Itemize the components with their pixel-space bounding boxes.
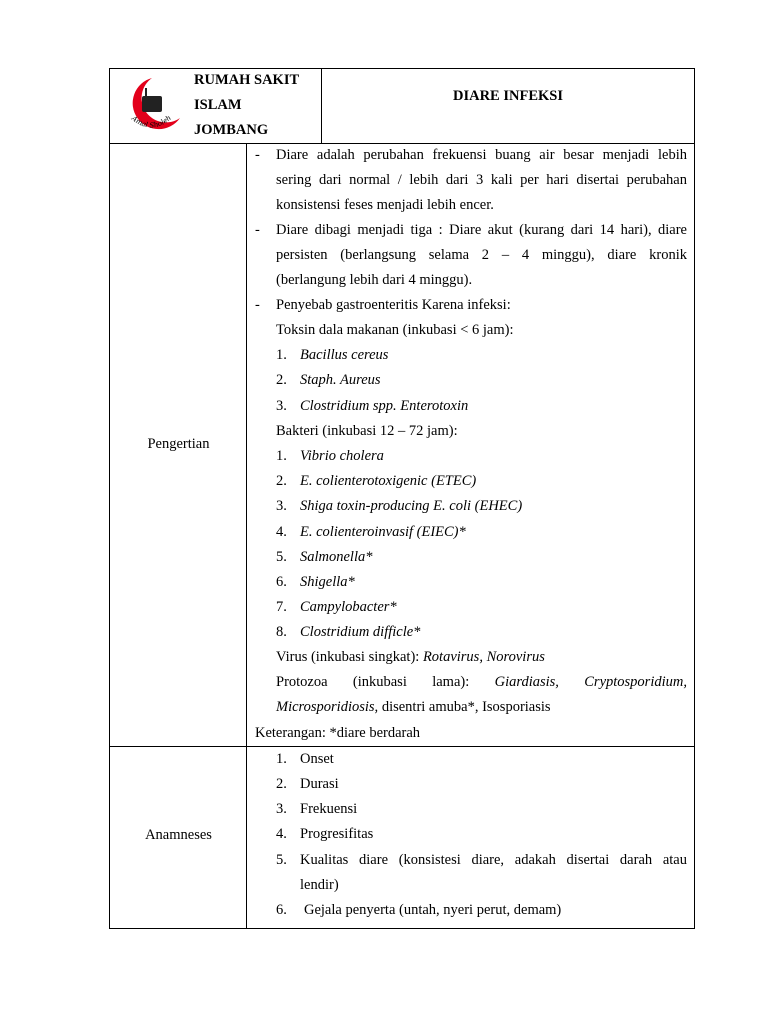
list-item: [300, 852, 687, 869]
crescent-moon-logo-icon: [112, 74, 192, 132]
list-item-text: Shiga toxin-producing E. coli (EHEC): [300, 498, 523, 514]
protozoa-word: (inkubasi: [352, 674, 407, 690]
paragraph-line: [276, 172, 687, 189]
list-number: 2.: [276, 776, 287, 792]
list-number: 3.: [276, 498, 287, 514]
list-number: 6.: [276, 902, 287, 918]
list-item: [300, 549, 373, 566]
toxin-heading: Toksin dala makanan (inkubasi < 6 jam):: [276, 322, 514, 338]
paragraph-line: [276, 247, 687, 264]
list-number: 1.: [276, 751, 287, 767]
list-item: [300, 574, 355, 591]
logo-arc-text: Amal Sholeh: [130, 113, 173, 130]
protozoa-rest: disentri amuba*, Isosporiasis: [378, 699, 551, 715]
text-line: konsistensi feses menjadi lebih encer.: [276, 197, 494, 213]
list-item-text: Vibrio cholera: [300, 448, 384, 464]
protozoa-word: Protozoa: [276, 674, 328, 690]
list-item: [300, 624, 420, 641]
text-line: Diare dibagi menjadi tiga : Diare akut (kurang dari 14 hari), diare: [276, 222, 687, 238]
protozoa-italic: Microsporidiosis,: [276, 699, 379, 715]
list-number: 1.: [276, 448, 287, 464]
list-item-text: Kualitas diare (konsistesi diare, adakah disertai darah atau: [300, 852, 687, 868]
list-item: Onset: [300, 751, 334, 767]
list-number: 3.: [276, 398, 287, 414]
text-line: Penyebab gastroenteritis Karena infeksi:: [276, 297, 511, 313]
list-item: Durasi: [300, 776, 339, 792]
anamneses-label: Anamneses: [145, 827, 212, 843]
list-item-text: Clostridium spp. Enterotoxin: [300, 398, 469, 414]
paragraph-line: [276, 147, 687, 164]
list-item: [300, 473, 476, 490]
bullet-dash: -: [255, 222, 260, 238]
list-number: 1.: [276, 347, 287, 363]
list-item-text: Staph. Aureus: [300, 372, 381, 388]
text-line: persisten (berlangsung selama 2 – 4 minggu), diare kronik: [276, 247, 687, 263]
list-number: 4.: [276, 826, 287, 842]
list-item: [300, 448, 384, 465]
protozoa-word: Giardiasis,: [494, 674, 559, 690]
list-item: Progresifitas: [300, 826, 374, 842]
pengertian-label: Pengertian: [147, 436, 210, 452]
list-item: [300, 599, 397, 616]
list-item-text: Clostridium difficle*: [300, 624, 421, 640]
list-number: 5.: [276, 852, 287, 868]
hospital-name-line: ISLAM: [194, 97, 242, 113]
section-divider: [109, 746, 695, 747]
list-number: 6.: [276, 574, 287, 590]
hospital-name: [194, 68, 299, 143]
virus-names: Rotavirus, Norovirus: [422, 649, 545, 665]
list-item: [300, 524, 466, 541]
virus-prefix: Virus (inkubasi singkat):: [276, 649, 423, 665]
protozoa-word: Cryptosporidium,: [584, 674, 687, 690]
list-number: 2.: [276, 372, 287, 388]
list-item: [300, 398, 468, 415]
list-item: [300, 372, 381, 389]
list-item: [300, 498, 522, 515]
list-item-text: Salmonella*: [300, 549, 373, 565]
list-item: Frekuensi: [300, 801, 358, 817]
paragraph-line: [276, 222, 687, 239]
label-column-divider: [246, 143, 247, 929]
list-number: 2.: [276, 473, 287, 489]
list-item-text: Shigella*: [300, 574, 355, 590]
header-divider: [321, 68, 322, 144]
virus-line: [276, 649, 545, 666]
hospital-name-line: RUMAH SAKIT: [194, 72, 300, 88]
bullet-dash: -: [255, 297, 260, 313]
text-line: sering dari normal / lebih dari 3 kali per hari disertai perubahan: [276, 172, 687, 188]
bullet-dash: -: [255, 147, 260, 163]
list-item-text: Bacillus cereus: [300, 347, 389, 363]
list-number: 7.: [276, 599, 287, 615]
list-item-text: E. colienteroinvasif (EIEC)*: [300, 524, 466, 540]
protozoa-word: lama):: [432, 674, 470, 690]
header-bottom-rule: [109, 143, 695, 144]
list-item-text: Campylobacter*: [300, 599, 397, 615]
list-number: 3.: [276, 801, 287, 817]
list-item-text: E. colienterotoxigenic (ETEC): [300, 473, 477, 489]
list-item: [300, 347, 388, 364]
list-number: 8.: [276, 624, 287, 640]
text-line: Diare adalah perubahan frekuensi buang air besar menjadi lebih: [276, 147, 687, 163]
bacteria-heading: Bakteri (inkubasi 12 – 72 jam):: [276, 423, 458, 439]
list-item: Gejala penyerta (untah, nyeri perut, demam): [304, 902, 562, 918]
protozoa-line: [276, 674, 687, 691]
text-line: (berlangung lebih dari 4 minggu).: [276, 272, 473, 288]
list-number: 5.: [276, 549, 287, 565]
protozoa-line-2: [276, 699, 551, 716]
list-number: 4.: [276, 524, 287, 540]
hospital-name-line: JOMBANG: [194, 122, 269, 138]
keterangan-note: Keterangan: *diare berdarah: [255, 725, 421, 741]
list-item-continuation: lendir): [300, 877, 339, 893]
document-title: DIARE INFEKSI: [453, 88, 563, 104]
